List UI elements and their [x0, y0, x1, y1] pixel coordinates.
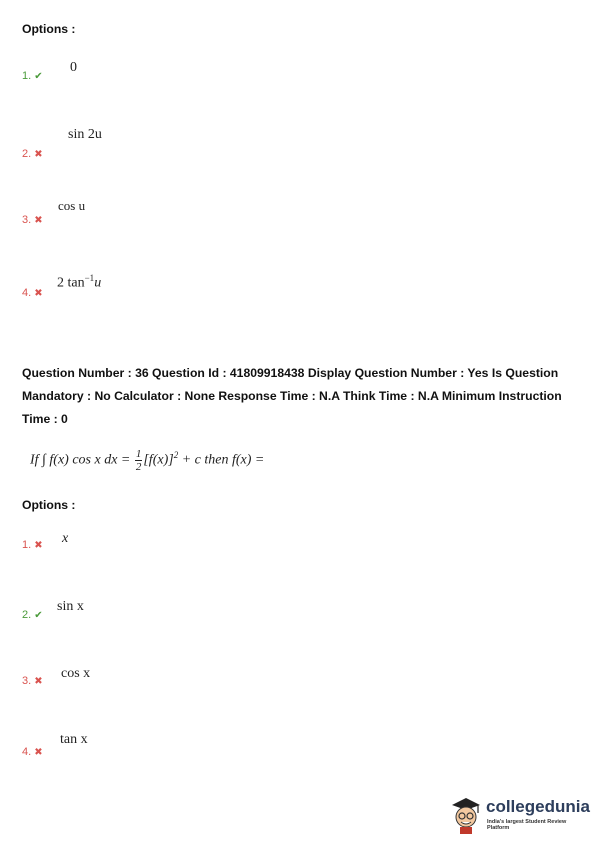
question-header: Question Number : 36 Question Id : 41809918438 Display Question Number : Yes Is Question Mandatory : No Calculator : None Response Time : N.A Think Time : N.A Minimum Instruction Time : 0 [22, 366, 562, 426]
cross-icon: ✖ [34, 540, 43, 551]
options-label: Options : [22, 22, 76, 36]
options-label: Options : [22, 498, 76, 512]
logo-name: collegedunia [486, 797, 590, 816]
option-number: 3. ✖ [22, 675, 43, 687]
option-math: tan x [60, 732, 88, 747]
cross-icon: ✖ [34, 215, 43, 226]
option-number: 2. ✔ [22, 609, 43, 621]
option-number: 3. ✖ [22, 214, 43, 226]
option-math: cos x [61, 666, 91, 681]
option-math: 0 [70, 60, 77, 75]
mascot-icon [448, 795, 484, 835]
collegedunia-logo [448, 795, 588, 835]
option-math: sin 2u [68, 127, 102, 142]
cross-icon: ✖ [34, 676, 43, 687]
option-number: 1. ✔ [22, 70, 43, 82]
logo-tagline: India's largest Student Review Platform [487, 819, 567, 831]
cross-icon: ✖ [34, 747, 43, 758]
option-math: 2 $\tan^{-1}u$ [57, 273, 102, 291]
option-number: 4. ✖ [22, 746, 43, 758]
fraction: $\frac{1}{2}$ [135, 448, 142, 473]
option-number: 4. ✖ [22, 287, 43, 299]
cross-icon: ✖ [34, 149, 43, 160]
check-icon: ✔ [34, 71, 43, 82]
check-icon: ✔ [34, 610, 43, 621]
option-number: 1. ✖ [22, 539, 43, 551]
option-math: sin x [57, 599, 84, 614]
option-math: cos u [58, 198, 86, 213]
question-formula: If ∫ f(x) cos x dx = $\frac{1}{2}$ $[f(x)]^2 + c$ then f(x) = [30, 448, 265, 473]
option-math: x [62, 531, 69, 546]
option-number: 2. ✖ [22, 148, 43, 160]
cross-icon: ✖ [34, 288, 43, 299]
